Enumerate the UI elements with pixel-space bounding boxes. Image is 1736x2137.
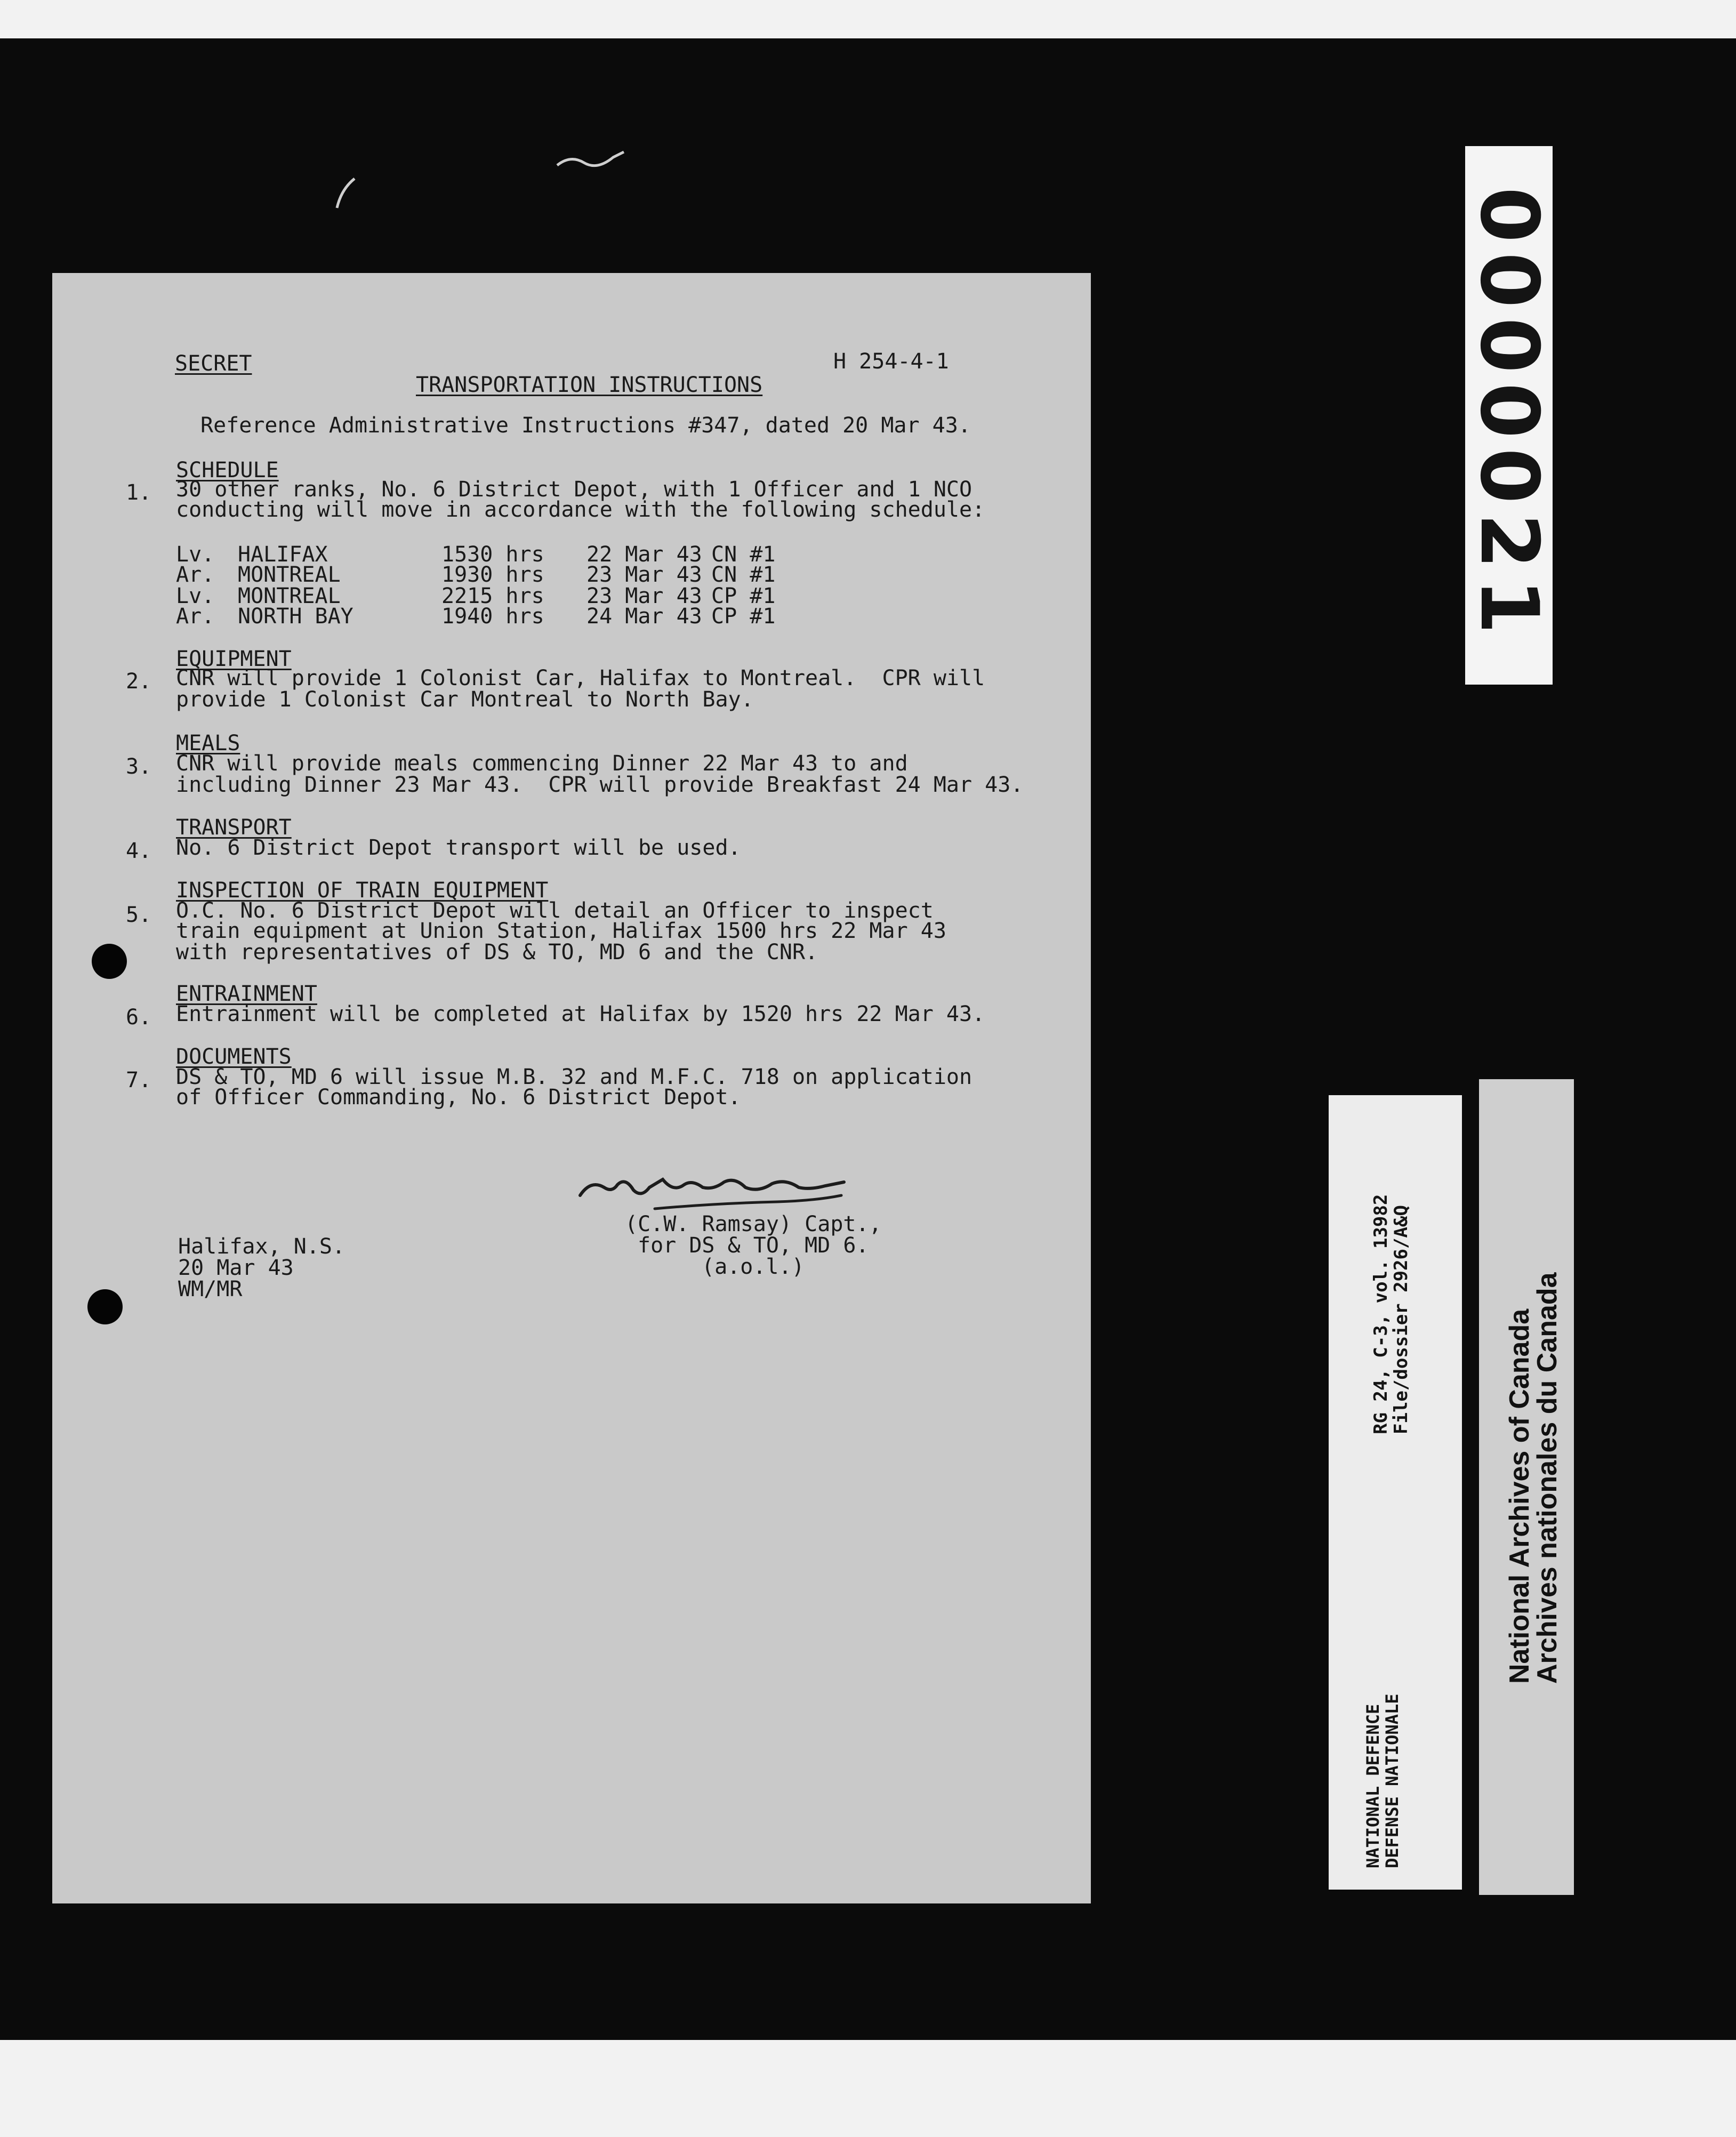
sequence-number-label <box>1462 146 1555 685</box>
schedule-train: CP #1 <box>711 604 776 629</box>
schedule-train: CN #1 <box>711 563 776 587</box>
schedule-time: 2215 hrs <box>441 584 544 608</box>
schedule-place: NORTH BAY <box>238 604 353 629</box>
schedule-action: Lv. <box>176 584 215 608</box>
sequence-number: 0000021 <box>1462 187 1555 644</box>
date-line: 20 Mar 43 <box>178 1256 294 1280</box>
section-number-4: 4. <box>126 839 152 863</box>
schedule-train: CN #1 <box>711 542 776 567</box>
signature-aol: (a.o.l.) <box>702 1255 805 1279</box>
schedule-place: MONTREAL <box>238 563 341 587</box>
schedule-place: HALIFAX <box>238 542 328 567</box>
section-2-line-2: provide 1 Colonist Car Montreal to North Bay. <box>176 687 754 712</box>
schedule-action: Ar. <box>176 563 215 587</box>
schedule-action: Ar. <box>176 604 215 629</box>
section-heading-equipment: EQUIPMENT <box>176 647 292 671</box>
section-7-line-1: DS & TO, MD 6 will issue M.B. 32 and M.F.C. 718 on application <box>176 1065 973 1089</box>
section-6-line-1: Entrainment will be completed at Halifax by 1520 hrs 22 Mar 43. <box>176 1002 985 1026</box>
reference-line: Reference Administrative Instructions #347, dated 20 Mar 43. <box>200 413 971 438</box>
section-heading-inspection: INSPECTION OF TRAIN EQUIPMENT <box>176 878 549 903</box>
reference-line-2: File/dossier 2926/A&Q <box>1391 1205 1412 1434</box>
pen-mark-right <box>554 144 629 176</box>
section-3-line-2: including Dinner 23 Mar 43. CPR will provide Breakfast 24 Mar 43. <box>176 773 1024 797</box>
signature-name: (C.W. Ramsay) Capt., <box>625 1212 882 1236</box>
schedule-action: Lv. <box>176 542 215 567</box>
section-3-line-1: CNR will provide meals commencing Dinner 22 Mar 43 to and <box>176 751 908 776</box>
film-edge-bottom <box>0 2040 1736 2137</box>
punch-hole-lower <box>87 1289 123 1324</box>
section-5-line-2: train equipment at Union Station, Halifax 1500 hrs 22 Mar 43 <box>176 919 946 943</box>
section-number-7: 7. <box>126 1068 152 1092</box>
schedule-time: 1930 hrs <box>441 563 544 587</box>
punch-hole-upper <box>92 944 127 979</box>
schedule-train: CP #1 <box>711 584 776 608</box>
section-5-line-3: with representatives of DS & TO, MD 6 and the CNR. <box>176 940 818 965</box>
initials-line: WM/MR <box>178 1277 243 1302</box>
schedule-time: 1940 hrs <box>441 604 544 629</box>
classification-label: SECRET <box>175 351 252 376</box>
section-heading-meals: MEALS <box>176 731 240 756</box>
document-page <box>52 273 1091 1903</box>
section-number-1: 1. <box>126 480 152 505</box>
schedule-date: 24 Mar 43 <box>586 604 702 629</box>
film-edge-top <box>0 0 1736 38</box>
section-number-3: 3. <box>126 754 152 779</box>
place-line: Halifax, N.S. <box>178 1234 345 1259</box>
section-heading-entrainment: ENTRAINMENT <box>176 982 317 1006</box>
section-heading-schedule: SCHEDULE <box>176 458 279 483</box>
signature-for: for DS & TO, MD 6. <box>638 1233 869 1258</box>
department-line-2: DEFENSE NATIONALE <box>1382 1693 1402 1868</box>
institution-line-french: Archives nationales du Canada <box>1532 1272 1563 1684</box>
institution-line-english: National Archives of Canada <box>1504 1308 1535 1684</box>
section-1-line-2: conducting will move in accordance with the following schedule: <box>176 497 985 522</box>
section-2-line-1: CNR will provide 1 Colonist Car, Halifax to Montreal. CPR will <box>176 666 985 690</box>
schedule-time: 1530 hrs <box>441 542 544 567</box>
section-number-5: 5. <box>126 903 152 927</box>
department-line-1: NATIONAL DEFENCE <box>1363 1704 1383 1868</box>
schedule-date: 23 Mar 43 <box>586 584 702 608</box>
file-number: H 254-4-1 <box>833 349 949 374</box>
section-heading-documents: DOCUMENTS <box>176 1045 292 1069</box>
archive-reference-label <box>1329 1095 1462 1890</box>
section-number-2: 2. <box>126 669 152 694</box>
reference-line-1: RG 24, C-3, vol. 13982 <box>1370 1194 1392 1434</box>
schedule-date: 22 Mar 43 <box>586 542 702 567</box>
schedule-place: MONTREAL <box>238 584 341 608</box>
schedule-date: 23 Mar 43 <box>586 563 702 587</box>
pen-mark-left <box>331 176 363 213</box>
section-5-line-1: O.C. No. 6 District Depot will detail an Officer to inspect <box>176 898 934 923</box>
national-archives-label <box>1479 1079 1574 1895</box>
section-heading-transport: TRANSPORT <box>176 815 292 840</box>
document-title: TRANSPORTATION INSTRUCTIONS <box>416 373 763 397</box>
section-1-line-1: 30 other ranks, No. 6 District Depot, with 1 Officer and 1 NCO <box>176 477 973 502</box>
section-7-line-2: of Officer Commanding, No. 6 District Depot. <box>176 1085 741 1110</box>
section-4-line-1: No. 6 District Depot transport will be used. <box>176 835 741 860</box>
section-number-6: 6. <box>126 1005 152 1030</box>
